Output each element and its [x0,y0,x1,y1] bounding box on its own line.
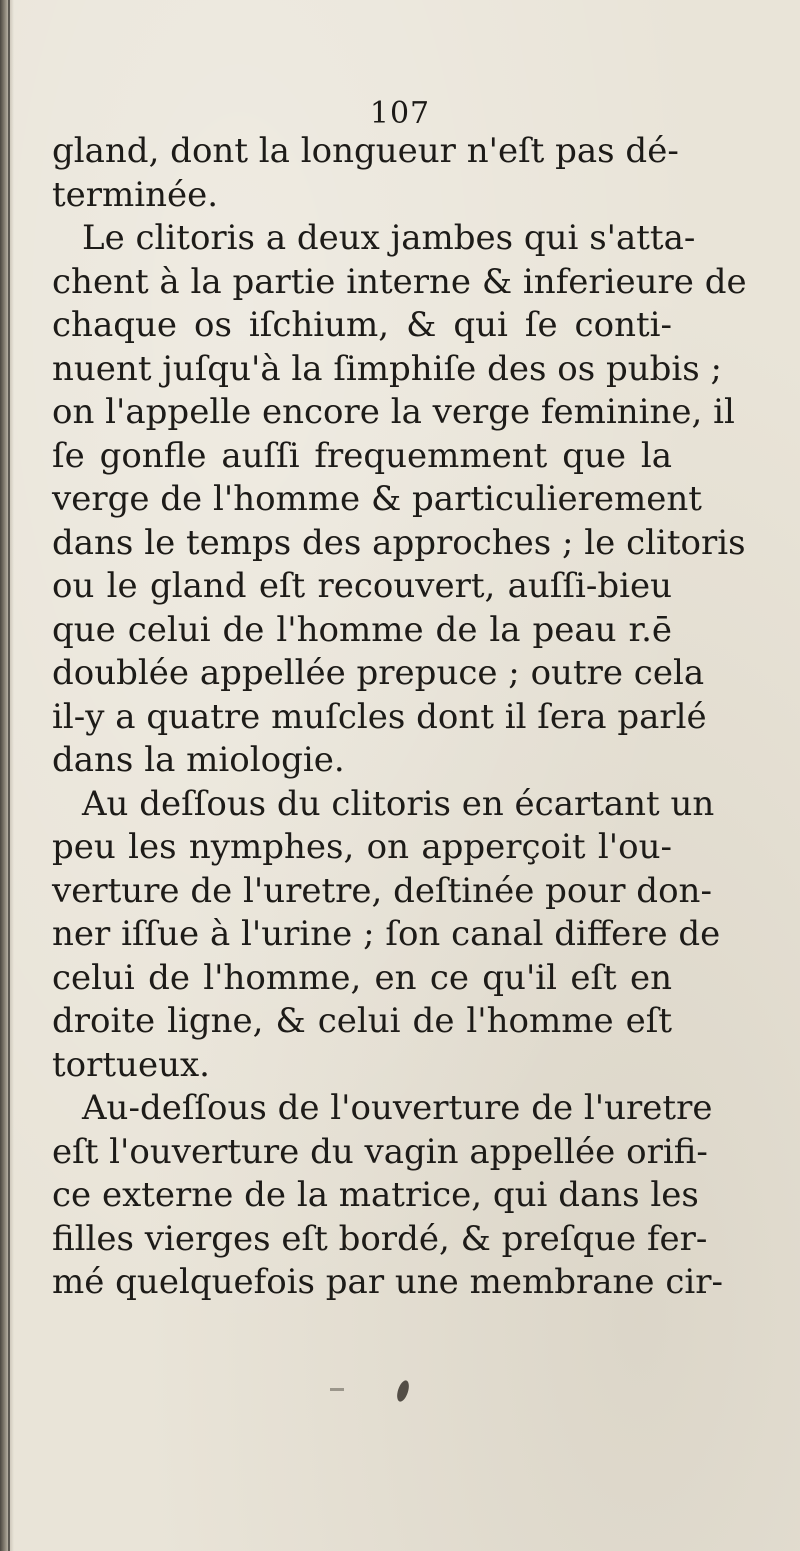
text-line: nuent juſqu'à la ſimphiſe des os pubis ; [52,348,722,389]
text-line: eſt l'ouverture du vagin appellée orifi- [52,1131,708,1172]
text-line: chent à la partie interne & inferieure de [52,261,747,302]
text-line: terminée. [52,174,219,215]
text-line: tortueux. [52,1044,210,1085]
text-line: chaque os iſchium, & qui ſe conti- [52,305,672,345]
text-line: droite ligne, & celui de l'homme eſt [52,1001,672,1041]
body-text [52,130,747,1305]
text-line: doublée appellée prepuce ; outre cela [52,653,705,693]
text-line: mé quelquefois par une membrane cir- [52,1262,723,1302]
text-line: Au deſſous du clitoris en écartant un [82,783,715,824]
text-line: que celui de l'homme de la peau r.ē [52,609,672,650]
text-line: ſe gonfle auſſi frequemment que la [52,435,672,476]
text-line: ou le gland eſt recouvert, auſſi-bieu [52,566,672,606]
text-line: dans le temps des approches ; le clitoris [52,522,746,563]
text-line: ner iſſue à l'urine ; ſon canal differe de [52,914,721,954]
text-line: filles vierges eſt bordé, & preſque fer- [52,1218,708,1259]
page-number: 107 [369,96,431,131]
ink-mark [330,1388,344,1391]
text-line: peu les nymphes, on apperçoit l'ou- [52,827,672,867]
ink-blot [395,1379,411,1403]
text-line: on l'appelle encore la verge feminine, il [52,392,735,432]
binding-edge [8,0,10,1551]
text-line: dans la miologie. [52,740,345,780]
text-line: Le clitoris a deux jambes qui s'atta- [82,218,696,258]
text-line: verture de l'uretre, deſtinée pour don- [52,870,712,911]
text-line: ce externe de la matrice, qui dans les [52,1175,699,1215]
page-gutter [0,0,14,1551]
text-line: celui de l'homme, en ce qu'il eſt en [52,957,672,998]
text-line: il-y a quatre muſcles dont il ſera parlé [52,696,707,737]
text-line: gland, dont la longueur n'eſt pas dé- [52,131,679,171]
text-line: Au-deſſous de l'ouverture de l'uretre [82,1088,713,1128]
text-line: verge de l'homme & particulierement [52,479,702,519]
